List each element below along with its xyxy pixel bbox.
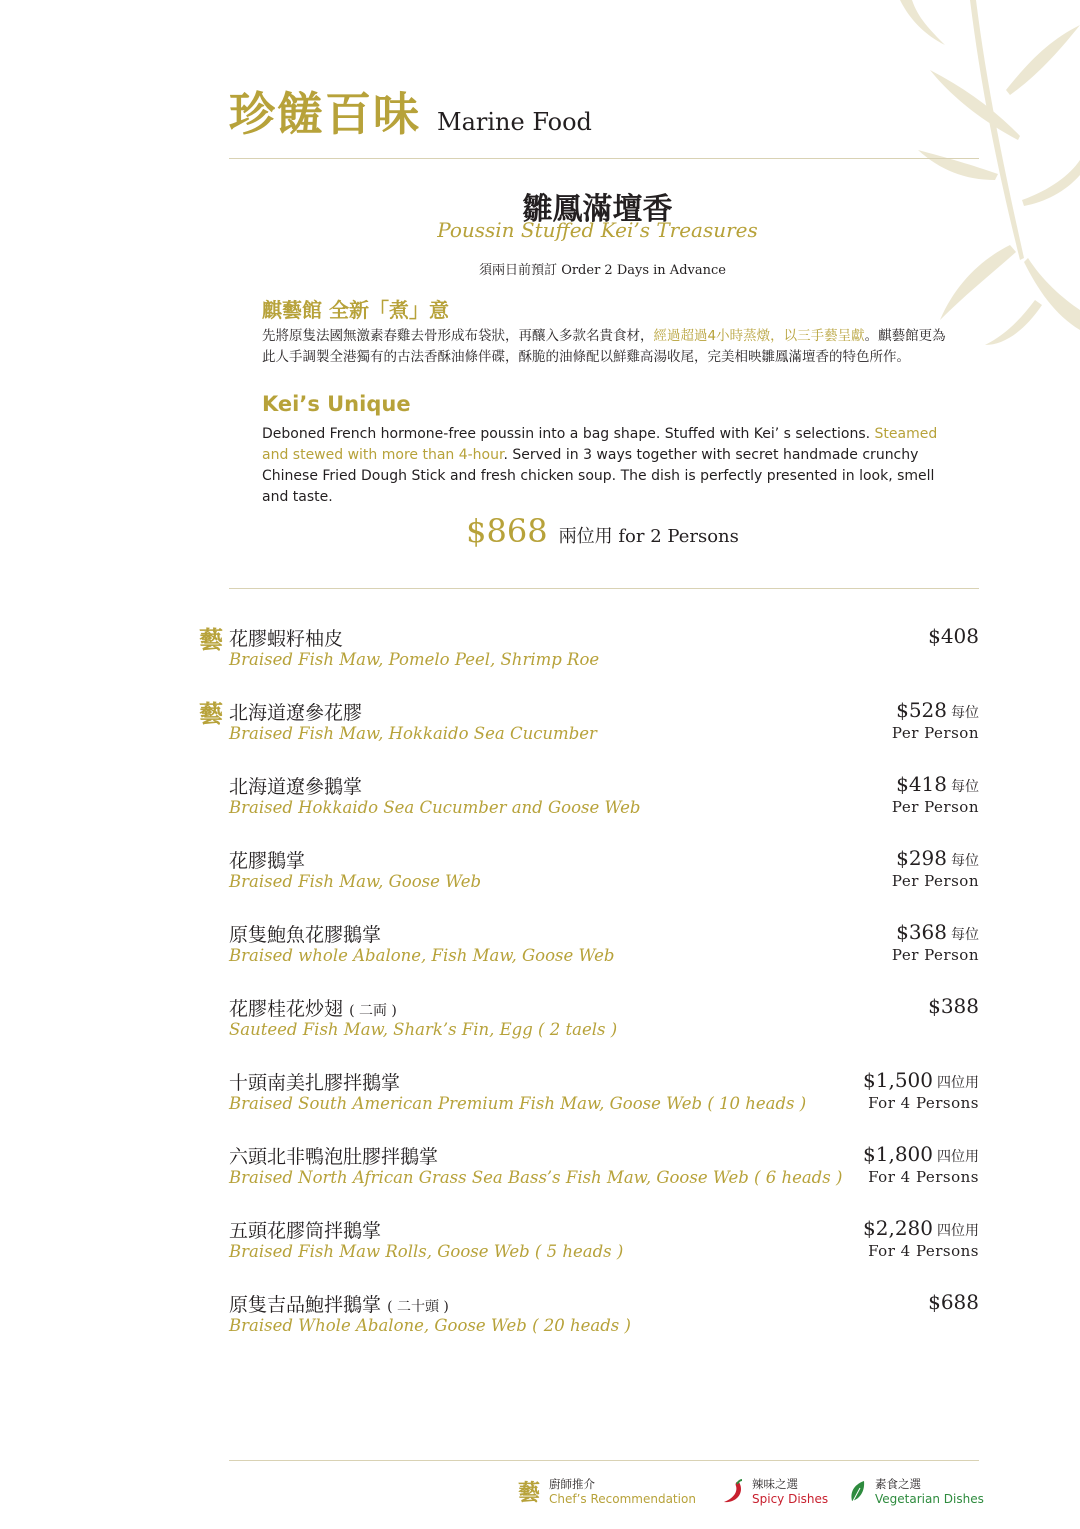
item-price (863, 1216, 979, 1260)
item-name-zh (229, 846, 305, 873)
item-name-zh (229, 920, 381, 947)
item-name-zh (229, 1068, 400, 1095)
item-name-en: Braised Whole Abalone, Goose Web ( 20 heads ) (229, 1316, 631, 1335)
advance-order-note (0, 259, 1080, 278)
item-name-en: Sauteed Fish Maw, Shark’s Fin, Egg ( 2 taels ) (229, 1020, 618, 1039)
item-price-amount: $368 (896, 920, 947, 944)
item-name-en: Braised whole Abalone, Fish Maw, Goose Web (229, 946, 615, 965)
feature-price-amount: $868 (466, 512, 548, 550)
item-name-zh (229, 698, 362, 725)
feature-description-en (262, 424, 952, 508)
item-name-en: Braised Hokkaido Sea Cucumber and Goose Web (229, 798, 641, 817)
item-price-unit-en: For 4 Persons (868, 1168, 979, 1186)
menu-item (198, 620, 979, 694)
item-name-zh (229, 624, 343, 651)
desc-en-part1: Deboned French hormone-free poussin into a bag shape. Stuffed with Kei’ s selections. (262, 426, 875, 442)
item-price-unit-zh: 每位 (951, 779, 979, 795)
feature-title-en: Poussin Stuffed Kei’s Treasures (437, 218, 758, 242)
item-price-unit-en: Per Person (891, 946, 979, 964)
menu-item (198, 916, 979, 990)
legend-spicy-zh: 辣味之選 (752, 1477, 798, 1491)
page-header (229, 78, 592, 144)
item-price-unit-en: Per Person (891, 872, 979, 890)
item-name-zh (229, 1142, 438, 1169)
item-price-unit-en: Per Person (891, 798, 979, 816)
item-price-unit-zh: 四位用 (937, 1223, 979, 1239)
divider-bottom (229, 1460, 979, 1461)
feature-section-heading-zh: 麒藝館 全新「煮」意 (262, 298, 449, 322)
item-name-zh (229, 1290, 449, 1317)
item-name-zh-text: 北海道遼參花膠 (229, 702, 363, 724)
desc-zh-highlight: 經過超過4小時蒸燉，以三手藝呈獻 (653, 328, 865, 344)
item-name-zh-text: 花膠桂花炒翅 (229, 998, 344, 1020)
divider-middle (229, 588, 979, 589)
item-name-en: Braised North African Grass Sea Bass’s Fish Maw, Goose Web ( 6 heads ) (229, 1168, 843, 1187)
desc-en-highlight: Steamed and stewed with more than 4-hour (262, 426, 938, 463)
item-name-en: Braised South American Premium Fish Maw, Goose Web ( 10 heads ) (229, 1094, 807, 1113)
item-price-amount: $528 (896, 698, 947, 722)
menu-item (198, 1138, 979, 1212)
item-price-amount: $418 (896, 772, 947, 796)
item-name-en: Braised Fish Maw Rolls, Goose Web ( 5 heads ) (229, 1242, 624, 1261)
feature-description-zh (262, 326, 952, 368)
item-name-en: Braised Fish Maw, Hokkaido Sea Cucumber (229, 724, 597, 743)
advance-note-zh: 須兩日前預訂 (479, 263, 558, 278)
chef-recommendation-icon (198, 624, 224, 654)
item-price-amount: $298 (896, 846, 947, 870)
item-price-amount: $2,280 (863, 1216, 933, 1240)
item-price-amount: $408 (928, 624, 979, 648)
menu-item (198, 1286, 979, 1360)
item-price (863, 1068, 979, 1112)
menu-item (198, 1212, 979, 1286)
advance-note-en: Order 2 Days in Advance (561, 263, 726, 278)
legend-chef-zh: 廚師推介 (549, 1477, 595, 1491)
legend-veg-en: Vegetarian Dishes (875, 1492, 984, 1506)
item-name-zh-text: 北海道遼參鵝掌 (229, 776, 363, 798)
desc-zh-part2: 。麒藝館更為此人手調製全港獨有的古法香酥油條伴碟，酥脆的油條配以鮮雞高湯收尾，完美相映雛鳳滿壇香的特色所作。 (262, 328, 946, 365)
item-name-en: Braised Fish Maw, Goose Web (229, 872, 482, 891)
legend-chef-en: Chef’s Recommendation (549, 1492, 696, 1506)
chili-icon (722, 1479, 744, 1505)
page-title-en: Marine Food (437, 108, 592, 136)
item-name-zh-text: 五頭花膠筒拌鵝掌 (229, 1220, 382, 1242)
item-price-amount: $388 (928, 994, 979, 1018)
item-name-zh-note: ( 二十頭 ) (387, 1299, 449, 1315)
chef-recommendation-icon (517, 1478, 541, 1506)
legend-veg-zh: 素食之選 (875, 1477, 921, 1491)
item-price (863, 1142, 979, 1186)
item-name-zh-text: 原隻鮑魚花膠鵝掌 (229, 924, 382, 946)
desc-zh-part1: 先將原隻法國無激素春雞去骨形成布袋狀，再釀入多款名貴食材， (262, 328, 654, 344)
item-name-zh-note: ( 二両 ) (349, 1003, 397, 1019)
bamboo-decoration (780, 0, 1080, 360)
item-name-zh-text: 十頭南美扎膠拌鵝掌 (229, 1072, 401, 1094)
svg-text:藝: 藝 (199, 625, 223, 654)
legend-chef (517, 1477, 696, 1507)
svg-text:藝: 藝 (517, 1480, 541, 1506)
menu-item (198, 842, 979, 916)
menu-item (198, 768, 979, 842)
item-price (928, 994, 979, 1018)
divider-top (229, 158, 979, 159)
item-price (892, 920, 979, 964)
item-price (892, 772, 979, 816)
item-name-zh-text: 六頭北非鴨泡肚膠拌鵝掌 (229, 1146, 439, 1168)
item-price-amount: $1,800 (863, 1142, 933, 1166)
item-price (928, 1290, 979, 1314)
item-price-unit-en: For 4 Persons (868, 1094, 979, 1112)
item-price-unit-zh: 四位用 (937, 1149, 979, 1165)
desc-en-part2: . Served in 3 ways together with secret handmade crunchy Chinese Fried Dough Stick and fresh chicken soup. The dish is perfectly presented in look, smell and taste. (262, 447, 935, 505)
item-name-zh-text: 花膠鵝掌 (229, 850, 306, 872)
menu-items-list (198, 620, 979, 1360)
item-price-unit-zh: 每位 (951, 705, 979, 721)
chef-recommendation-icon (198, 698, 224, 728)
svg-text:藝: 藝 (199, 699, 223, 728)
menu-item (198, 694, 979, 768)
legend-spicy (722, 1477, 828, 1507)
item-price-unit-zh: 每位 (951, 853, 979, 869)
menu-item (198, 990, 979, 1064)
item-name-zh (229, 1216, 381, 1243)
item-price-unit-zh: 每位 (951, 927, 979, 943)
item-name-zh-text: 原隻吉品鮑拌鵝掌 (229, 1294, 382, 1316)
item-price-amount: $1,500 (863, 1068, 933, 1092)
item-name-en: Braised Fish Maw, Pomelo Peel, Shrimp Roe (229, 650, 600, 669)
item-name-zh-text: 花膠蝦籽柚皮 (229, 628, 344, 650)
item-price-unit-en: Per Person (891, 724, 979, 742)
item-price (928, 624, 979, 648)
menu-item (198, 1064, 979, 1138)
item-name-zh (229, 772, 362, 799)
feature-section-heading-en: Kei’s Unique (262, 392, 411, 416)
page-title-zh: 珍饈百味 (229, 87, 421, 141)
item-price-unit-zh: 四位用 (937, 1075, 979, 1091)
leaf-icon (849, 1479, 867, 1505)
feature-title-zh: 雛鳳滿壇香 (522, 192, 673, 227)
feature-price (0, 512, 1080, 550)
item-price-amount: $688 (928, 1290, 979, 1314)
legend-vegetarian (849, 1477, 984, 1507)
item-price (892, 846, 979, 890)
item-name-zh (229, 994, 397, 1021)
item-price (892, 698, 979, 742)
legend-spicy-en: Spicy Dishes (752, 1492, 829, 1506)
feature-price-unit: 兩位用 for 2 Persons (558, 526, 739, 547)
item-price-unit-en: For 4 Persons (868, 1242, 979, 1260)
